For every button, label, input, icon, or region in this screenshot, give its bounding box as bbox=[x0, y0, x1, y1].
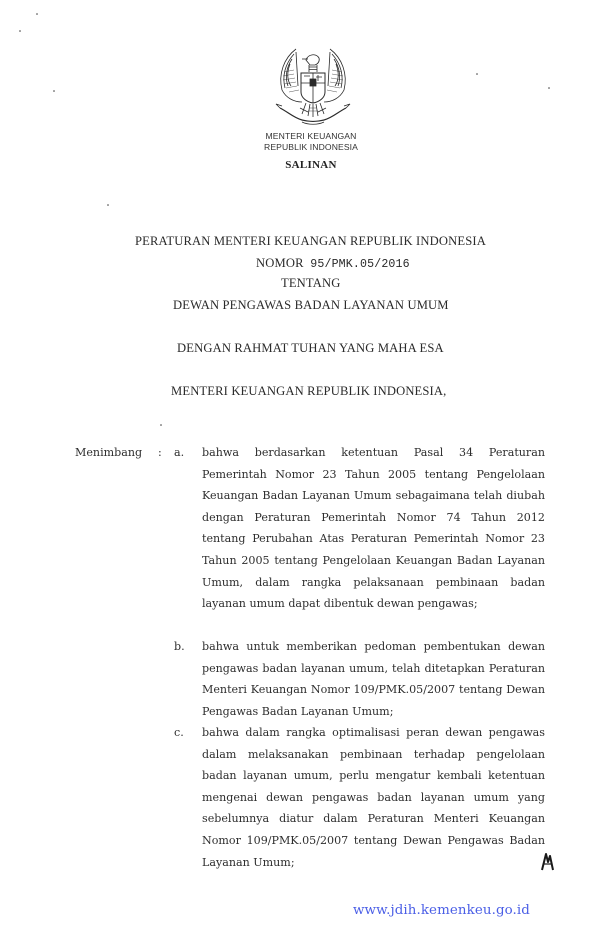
salinan-stamp: SALINAN bbox=[285, 159, 337, 171]
menimbang-label: Menimbang bbox=[75, 446, 143, 459]
item-letter-a: a. bbox=[174, 446, 185, 459]
jdih-website-link[interactable]: www.jdih.kemenkeu.go.id bbox=[353, 903, 530, 918]
initial-signature-icon bbox=[539, 852, 555, 872]
scan-speck bbox=[548, 87, 550, 89]
institution-line-1: MENTERI KEUANGAN bbox=[265, 131, 357, 141]
scan-speck bbox=[36, 13, 38, 15]
item-letter-b: b. bbox=[174, 640, 185, 653]
nomor-value: 95/PMK.05/2016 bbox=[310, 258, 410, 271]
consideration-item-c: bahwa dalam rangka optimalisasi peran dewan pengawas dalam melaksanakan pembinaan terhadap pengelolaan badan layanan umum, perlu mengatur kembali ketentuan mengenai dewan pengawas badan layanan umum yang sebelumnya diatur dalam Peraturan Menteri Keuangan Nomor 109/PMK.05/2007 tentang Dewan Pengawas Badan Layanan Umum; bbox=[202, 726, 545, 869]
item-letter-c: c. bbox=[174, 726, 184, 739]
regulation-subject: DEWAN PENGAWAS BADAN LAYANAN UMUM bbox=[173, 298, 449, 312]
regulation-number bbox=[256, 256, 410, 271]
garuda-emblem-icon bbox=[272, 46, 354, 130]
scan-speck bbox=[107, 204, 109, 206]
tentang-heading: TENTANG bbox=[281, 276, 341, 290]
scan-speck bbox=[160, 424, 162, 426]
scan-speck bbox=[476, 73, 478, 75]
nomor-label: NOMOR bbox=[256, 256, 304, 270]
invocation: DENGAN RAHMAT TUHAN YANG MAHA ESA bbox=[177, 341, 444, 355]
institution-line-2: REPUBLIK INDONESIA bbox=[264, 142, 358, 152]
scan-speck bbox=[19, 30, 21, 32]
regulation-title: PERATURAN MENTERI KEUANGAN REPUBLIK INDONESIA bbox=[135, 234, 486, 248]
menimbang-colon: : bbox=[158, 446, 162, 459]
consideration-item-b: bahwa untuk memberikan pedoman pembentukan dewan pengawas badan layanan umum, telah ditetapkan Peraturan Menteri Keuangan Nomor 109/PMK.05/2007 tentang Dewan Pengawas Badan Layanan Umum; bbox=[202, 640, 545, 718]
consideration-item-a: bahwa berdasarkan ketentuan Pasal 34 Peraturan Pemerintah Nomor 23 Tahun 2005 tentang Pengelolaan Keuangan Badan Layanan Umum sebagaimana telah diubah dengan Peraturan Pemerintah Nomor 74 Tahun 2012 tentang Perubahan Atas Peraturan Pemerintah Nomor 23 Tahun 2005 tentang Pengelolaan Keuangan Badan Layanan Umum, dalam rangka pelaksanaan pembinaan badan layanan umum dapat dibentuk dewan pengawas; bbox=[202, 446, 545, 611]
issuer-line: MENTERI KEUANGAN REPUBLIK INDONESIA, bbox=[171, 384, 447, 398]
scan-speck bbox=[53, 90, 55, 92]
